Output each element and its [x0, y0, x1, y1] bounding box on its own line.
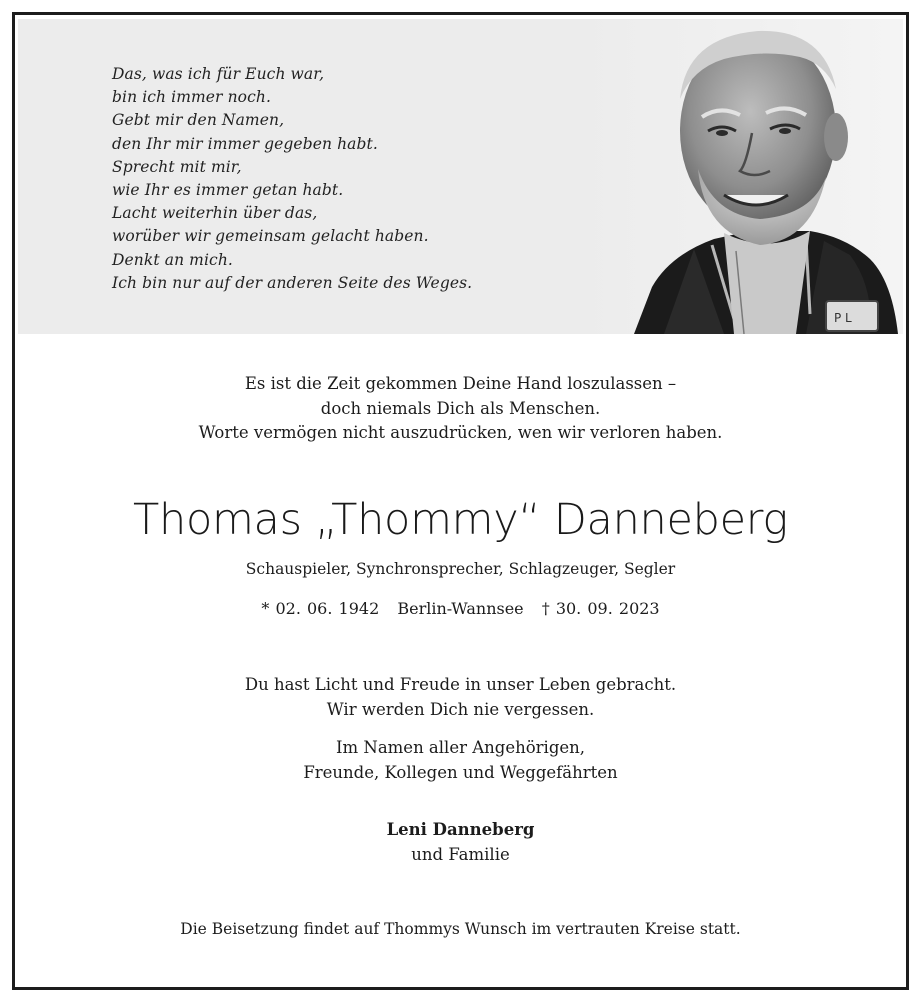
life-dates	[15, 598, 906, 620]
portrait-photo	[574, 19, 903, 334]
poem-line: Sprecht mit mir,	[112, 157, 242, 176]
deceased-name: Thomas „Thommy“ Danneberg	[133, 495, 788, 545]
behalf-line: Im Namen aller Angehörigen,	[335, 738, 586, 757]
poem-line: worüber wir gemeinsam gelacht haben.	[112, 227, 429, 246]
signer-block	[15, 818, 906, 867]
poem-line: den Ihr mir immer gegeben habt.	[112, 134, 378, 153]
obituary-frame	[12, 12, 909, 990]
poem-line: Ich bin nur auf der anderen Seite des Weges.	[112, 273, 473, 292]
svg-text:P L: P L	[834, 311, 852, 325]
poem-line: Denkt an mich.	[112, 250, 233, 269]
behalf-text	[15, 735, 906, 785]
death-date: † 30. 09. 2023	[541, 599, 660, 618]
poem-line: Das, was ich für Euch war,	[112, 65, 325, 83]
intro-line: Es ist die Zeit gekommen Deine Hand loszulassen –	[244, 374, 677, 393]
signer-name: Leni Danneberg	[386, 820, 535, 839]
intro-line: Worte vermögen nicht auszudrücken, wen wir verloren haben.	[198, 423, 723, 442]
tribute-text	[15, 672, 906, 722]
intro-line: doch niemals Dich als Menschen.	[320, 398, 601, 418]
tribute-line: Wir werden Dich nie vergessen.	[326, 700, 595, 719]
poem-line: Lacht weiterhin über das,	[112, 204, 318, 223]
header-band	[18, 19, 903, 334]
tribute-line: Du hast Licht und Freude in unser Leben gebracht.	[244, 675, 677, 694]
birth-date: * 02. 06. 1942	[261, 599, 380, 618]
poem-line: Gebt mir den Namen,	[112, 111, 285, 130]
poem	[112, 63, 472, 295]
poem-line: bin ich immer noch.	[112, 88, 272, 107]
behalf-line: Freunde, Kollegen und Weggefährten	[303, 763, 618, 782]
birth-place: Berlin-Wannsee	[397, 599, 524, 618]
intro-text	[15, 372, 906, 446]
poem-line: wie Ihr es immer getan habt.	[112, 181, 344, 200]
signer-family: und Familie	[411, 844, 510, 864]
professions: Schauspieler, Synchronsprecher, Schlagzeuger, Segler	[245, 560, 676, 578]
funeral-notice: Die Beisetzung findet auf Thommys Wunsch im vertrauten Kreise statt.	[180, 920, 741, 938]
